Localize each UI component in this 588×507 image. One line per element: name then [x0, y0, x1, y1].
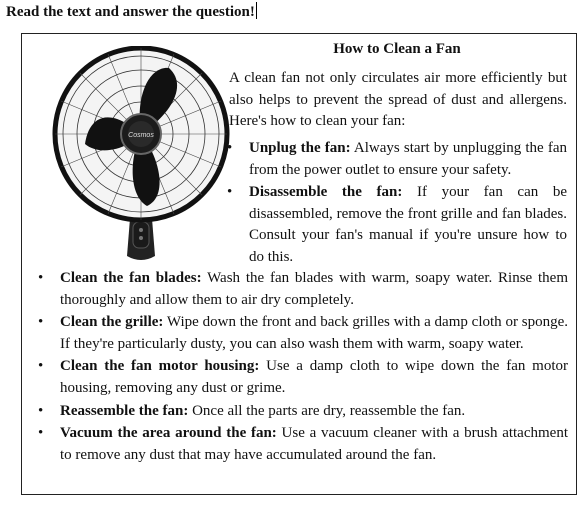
step-text: Wash the fan blades with warm, soapy water. Rinse them thoroughly and allow them to air dry completely.	[60, 270, 568, 308]
step-text: If your fan can be disassembled, remove the front grille and fan blades. Consult your fan's manual if you're unsure how to do this.	[249, 184, 567, 265]
step-label: Clean the grille:	[60, 314, 164, 331]
brand-logo-text: Cosmos	[128, 132, 154, 139]
wall-fan-illustration	[49, 46, 233, 278]
step-text: Wipe down the front and back grilles with a damp cloth or sponge. If they're particularly dusty, you can also wash them with warm, soapy water.	[60, 314, 569, 352]
step-label: Reassemble the fan:	[60, 402, 189, 419]
article-title: How to Clean a Fan	[333, 41, 461, 57]
step-label: Disassemble the fan:	[249, 184, 403, 201]
step-text: Once all the parts are dry, reassemble the fan.	[188, 402, 466, 419]
step-label: Clean the fan motor housing:	[60, 358, 260, 375]
steps-list-bottom	[60, 268, 568, 467]
step-label: Clean the fan blades:	[60, 270, 202, 286]
step-label: Vacuum the area around the fan:	[60, 425, 277, 442]
step-item	[60, 312, 568, 355]
step-label: Unplug the fan:	[249, 140, 351, 156]
step-item	[60, 356, 568, 399]
step-item	[249, 182, 567, 268]
step-item	[249, 138, 567, 181]
step-item	[60, 268, 568, 311]
text-cursor	[256, 2, 257, 19]
step-text: Use a damp cloth to wipe down the fan motor housing, removing any dust or grime.	[60, 358, 568, 396]
step-text: Use a vacuum cleaner with a brush attachment to remove any dust that may have accumulated around the fan.	[60, 425, 568, 463]
step-item	[60, 401, 568, 423]
step-item	[60, 423, 568, 466]
instruction-text: Read the text and answer the question!	[6, 4, 255, 20]
steps-list-top	[249, 138, 567, 270]
step-text: Always start by unplugging the fan from the power outlet to ensure your safety.	[249, 140, 567, 178]
article-intro: A clean fan not only circulates air more efficiently but also helps to prevent the spread of dust and allergens. Here's how to clean your fan:	[229, 70, 567, 129]
article-box	[21, 33, 577, 495]
